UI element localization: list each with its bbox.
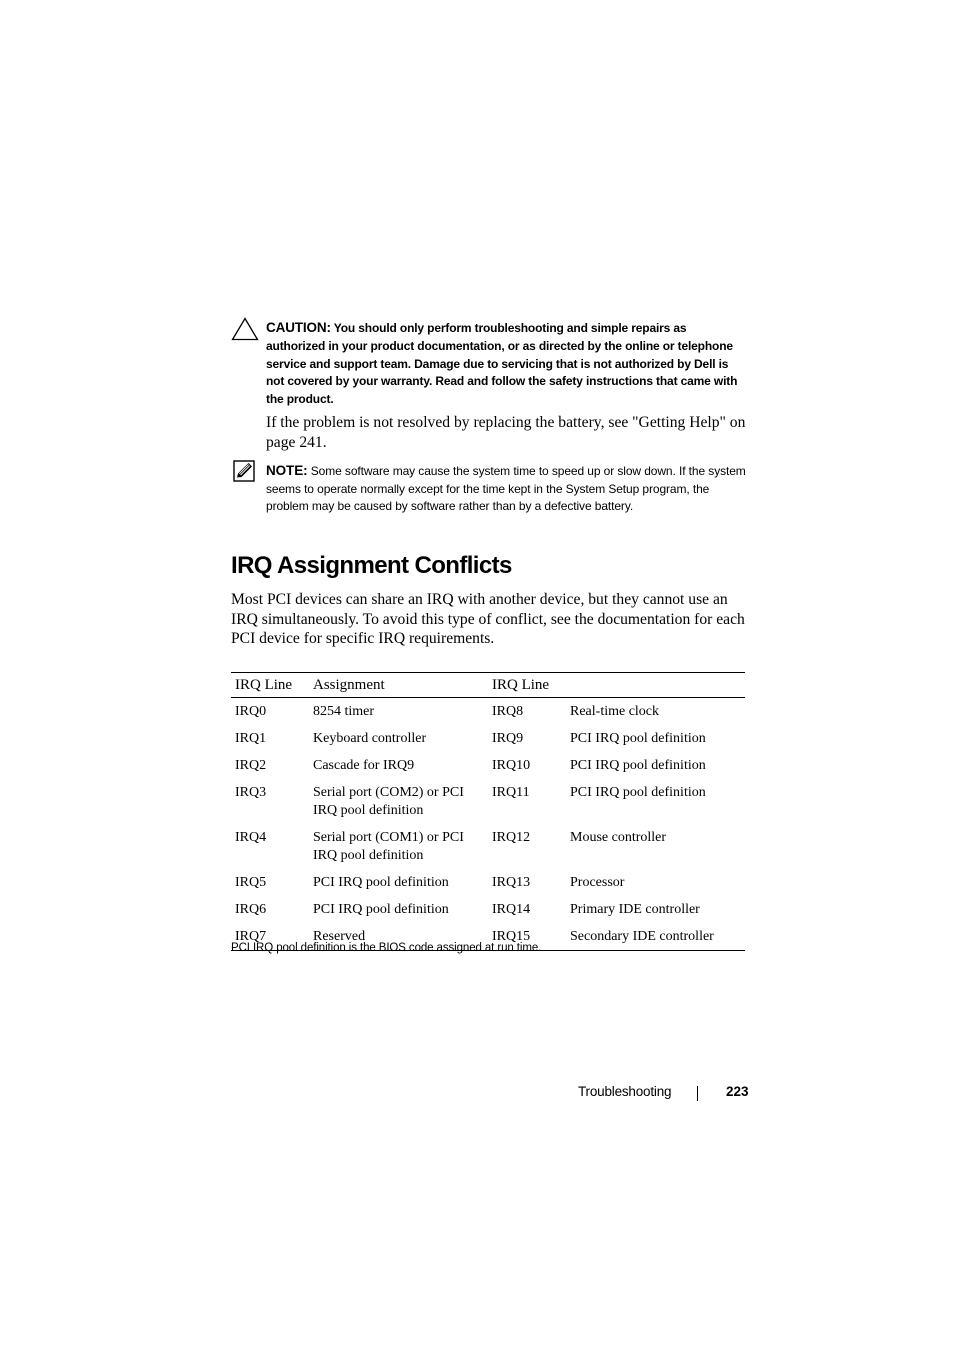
- cell-irq-line: IRQ0: [235, 704, 267, 719]
- cell-irq-line: IRQ1: [235, 731, 267, 746]
- cell-irq-line: IRQ8: [492, 704, 524, 719]
- cell-assignment: Reserved: [309, 923, 488, 951]
- table-footnote: PCI IRQ pool definition is the BIOS code assigned at run time.: [231, 942, 542, 954]
- cell-irq-line: IRQ14: [492, 902, 531, 917]
- table-row: [231, 824, 745, 869]
- header-irq-line-1: IRQ Line: [231, 673, 309, 698]
- cell-assignment: 8254 timer: [313, 704, 375, 719]
- table-row: [231, 779, 745, 824]
- footer-section-title: Troubleshooting: [578, 1084, 672, 1099]
- cell-assignment: PCI IRQ pool definition: [570, 785, 706, 800]
- cell-irq-line: IRQ6: [235, 902, 267, 917]
- cell-irq-line: IRQ7: [231, 923, 309, 951]
- section-heading: IRQ Assignment Conflicts: [231, 552, 512, 579]
- header-assignment-2: [566, 673, 745, 698]
- table-header-row: [231, 673, 745, 698]
- cell-assignment: PCI IRQ pool definition: [570, 758, 706, 773]
- cell-assignment: PCI IRQ pool definition: [313, 875, 449, 890]
- table-row: [231, 752, 745, 779]
- cell-assignment: Serial port (COM1) or PCI IRQ pool definition: [313, 830, 464, 863]
- header-irq-line-2: IRQ Line: [488, 673, 566, 698]
- caution-label: CAUTION:: [266, 320, 331, 335]
- cell-assignment: Processor: [570, 875, 625, 890]
- footer-separator: [697, 1086, 698, 1101]
- table-row: [231, 698, 745, 726]
- cell-irq-line: IRQ15: [488, 923, 566, 951]
- cell-irq-line: IRQ3: [235, 785, 267, 800]
- cell-irq-line: IRQ9: [492, 731, 524, 746]
- section-intro-paragraph: Most PCI devices can share an IRQ with another device, but they cannot use an IRQ simultaneously. To avoid this type of conflict, see the documentation for each PCI device for specific IRQ requirements.: [231, 591, 745, 647]
- cell-irq-line: IRQ13: [492, 875, 531, 890]
- irq-assignment-table: [231, 672, 745, 951]
- cell-irq-line: IRQ5: [235, 875, 267, 890]
- cell-assignment: Primary IDE controller: [570, 902, 700, 917]
- table-row: [231, 725, 745, 752]
- page-number: 223: [726, 1084, 749, 1099]
- cell-irq-line: IRQ12: [492, 830, 531, 845]
- cell-assignment: Serial port (COM2) or PCI IRQ pool definition: [313, 785, 464, 818]
- cell-assignment: Keyboard controller: [313, 731, 427, 746]
- cell-irq-line: IRQ2: [235, 758, 267, 773]
- table-row: [231, 896, 745, 923]
- note-pencil-icon: [233, 460, 255, 482]
- caution-triangle-icon: [231, 317, 259, 341]
- header-assignment: Assignment: [309, 673, 488, 698]
- cell-irq-line: IRQ4: [235, 830, 267, 845]
- cell-assignment: PCI IRQ pool definition: [570, 731, 706, 746]
- cell-irq-line: IRQ10: [492, 758, 531, 773]
- caution-body: You should only perform troubleshooting and simple repairs as authorized in your product documentation, or as directed by the online or telephone service and support team. Damage due to servicing that is not authorized by Dell is not covered by your warranty. Read and follow the safety instructions that came with the product.: [266, 321, 738, 407]
- note-notice: [266, 462, 750, 516]
- table-row: [231, 869, 745, 896]
- cell-assignment: Secondary IDE controller: [566, 923, 745, 951]
- cell-assignment: Mouse controller: [570, 830, 667, 845]
- battery-help-paragraph: If the problem is not resolved by replacing the battery, see "Getting Help" on page 241.: [266, 414, 746, 451]
- note-body: Some software may cause the system time to speed up or slow down. If the system seems to operate normally except for the time kept in the System Setup program, the problem may be caused by software rather than by a defective battery.: [266, 464, 746, 514]
- cell-irq-line: IRQ11: [492, 785, 530, 800]
- cell-assignment: PCI IRQ pool definition: [313, 902, 449, 917]
- cell-assignment: Real-time clock: [570, 704, 660, 719]
- caution-notice: [266, 319, 746, 409]
- cell-assignment: Cascade for IRQ9: [313, 758, 415, 773]
- note-label: NOTE:: [266, 463, 308, 478]
